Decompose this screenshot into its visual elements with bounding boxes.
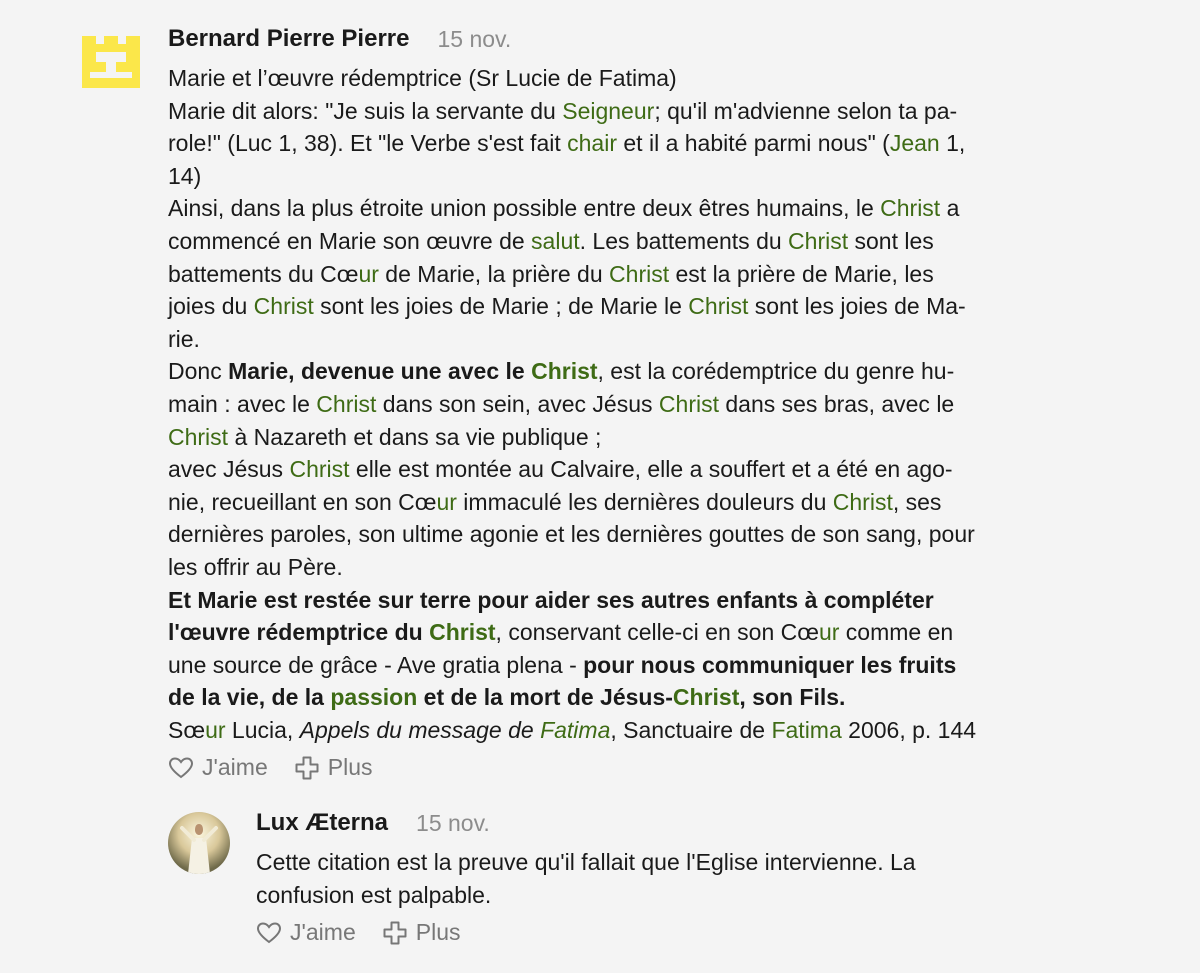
more-label: Plus [415,919,461,946]
text-line [168,225,1190,258]
text-segment: dans son sein, avec Jésus [376,390,659,417]
tag-link[interactable]: Christ [658,390,719,417]
comment-date[interactable]: 15 nov. [437,25,512,52]
tag-link[interactable]: Jean [889,130,940,157]
tag-link[interactable]: Christ [429,619,496,646]
more-button[interactable] [382,919,461,946]
tag-link[interactable]: Christ [688,293,749,320]
like-button[interactable] [168,754,268,781]
text-line [168,551,1190,584]
text-segment: et de la mort de Jésus- [417,684,673,711]
text-segment: Lucia, [225,716,300,743]
tag-link[interactable]: Seigneur [562,97,655,124]
text-segment: a [940,195,960,222]
comment-actions [168,754,1190,781]
text-line [168,453,1190,486]
avatar[interactable] [80,28,142,90]
tag-link[interactable]: Christ [788,227,849,254]
heart-icon [168,756,194,780]
comment-date[interactable]: 15 nov. [416,809,490,836]
text-line [168,388,1190,421]
author-name[interactable]: Lux Æterna [256,809,389,836]
heart-icon [256,921,282,945]
text-segment: dernières paroles, son ultime agonie et les dernières gouttes de son sang, pour [168,521,975,548]
tag-link[interactable]: salut [531,227,580,254]
tag-link[interactable]: passion [330,684,418,711]
text-segment: rie. [168,325,200,352]
text-segment: nie, recueillant en son Cœ [168,488,437,515]
text-segment: Et Marie est restée sur terre pour aider ses autres enfants à compléter [168,586,934,613]
text-segment: les offrir au Père. [168,553,343,580]
tag-link[interactable]: ur [205,716,226,743]
text-segment: 14) [168,162,202,189]
text-segment: pour nous communiquer les fruits [583,651,957,678]
text-segment: , son Fils. [739,684,846,711]
tag-link[interactable]: Christ [832,488,893,515]
text-line [168,127,1190,160]
avatar[interactable] [168,812,230,874]
text-line [168,681,1190,714]
tag-link[interactable]: ur [818,619,840,646]
more-label: Plus [327,754,373,781]
comment-text [168,62,1190,746]
plus-icon [294,755,320,781]
tag-link[interactable]: Fatima [540,716,611,743]
text-segment: , est la corédemptrice du genre hu- [597,358,955,385]
text-segment: immaculé les dernières douleurs du [456,488,833,515]
text-segment: 1, [939,130,966,157]
tag-link[interactable]: Christ [289,456,350,483]
text-line [256,879,1186,912]
text-segment: Donc [168,358,229,385]
tag-link[interactable]: ur [358,260,379,287]
text-line [168,323,1190,356]
text-line [168,290,1190,323]
tag-link[interactable]: chair [567,130,617,157]
text-segment: commencé en Marie son œuvre de [168,227,532,254]
plus-icon [382,920,408,946]
text-segment: . Les battements du [579,227,789,254]
text-segment: sont les [848,227,934,254]
text-line [168,518,1190,551]
like-button[interactable] [256,919,356,946]
text-segment: main : avec le [168,390,317,417]
text-segment: Cette citation est la preuve qu'il fallait que l'Eglise intervienne. La [256,849,916,875]
text-line [168,62,1190,95]
like-label: J'aime [202,754,268,781]
text-line [168,584,1190,617]
text-line [168,486,1190,519]
tag-link[interactable]: Christ [168,423,229,450]
text-segment: elle est montée au Calvaire, elle a souffert et a été en ago- [349,456,953,483]
comment-actions [256,919,1186,946]
tag-link[interactable]: Fatima [771,716,842,743]
text-line [168,192,1190,225]
text-line [168,421,1190,454]
religious-painting-avatar [168,812,230,874]
text-segment: Appels du message de [299,716,541,743]
text-segment: Marie et l’œuvre rédemptrice (Sr Lucie de Fatima) [168,65,677,91]
text-segment: battements du Cœ [168,260,359,287]
text-line [168,714,1190,747]
text-segment: , ses [892,488,942,515]
tag-link[interactable]: Christ [531,358,598,385]
tag-link[interactable]: Christ [253,293,314,320]
comment-text [256,846,1186,911]
text-segment: Sœ [168,716,206,743]
text-segment: 2006, p. 144 [841,716,977,743]
text-line [168,355,1190,388]
text-segment: sont les joies de Marie ; de Marie le [313,293,689,320]
tag-link[interactable]: Christ [672,684,740,711]
text-segment: confusion est palpable. [256,881,492,908]
text-segment: dans ses bras, avec le [718,390,955,417]
text-segment: une source de grâce - Ave gratia plena - [168,651,584,678]
text-segment: ; qu'il m'advienne selon ta pa- [654,97,958,124]
text-line [256,846,1186,879]
text-segment: Ainsi, dans la plus étroite union possible entre deux êtres humains, le [168,195,881,222]
text-segment: Marie, devenue une avec le [228,358,532,385]
text-segment: , conservant celle-ci en son Cœ [495,619,819,646]
text-segment: de la vie, de la [168,684,331,711]
tag-link[interactable]: ur [436,488,457,515]
tag-link[interactable]: Christ [316,390,377,417]
text-line [168,160,1190,193]
text-segment: , Sanctuaire de [610,716,772,743]
text-segment: et il a habité parmi nous" ( [617,130,890,157]
author-name[interactable]: Bernard Pierre Pierre [168,25,410,52]
text-line [168,616,1190,649]
text-segment: joies du [168,293,254,320]
text-segment: sont les joies de Ma- [748,293,966,320]
text-segment: est la prière de Marie, les [669,260,934,287]
text-segment: l'œuvre rédemptrice du [168,619,430,646]
text-segment: avec Jésus [168,456,290,483]
text-segment: de Marie, la prière du [378,260,610,287]
more-button[interactable] [294,754,373,781]
text-segment: role!" (Luc 1, 38). Et "le Verbe s'est fait [168,130,568,157]
text-line [168,95,1190,128]
tag-link[interactable]: Christ [609,260,670,287]
castle-tower-icon [80,28,142,90]
text-segment: Marie dit alors: "Je suis la servante du [168,97,563,124]
text-segment: à Nazareth et dans sa vie publique ; [228,423,602,450]
tag-link[interactable]: Christ [880,195,941,222]
text-segment: comme en [839,619,954,646]
text-line [168,649,1190,682]
like-label: J'aime [290,919,356,946]
text-line [168,258,1190,291]
